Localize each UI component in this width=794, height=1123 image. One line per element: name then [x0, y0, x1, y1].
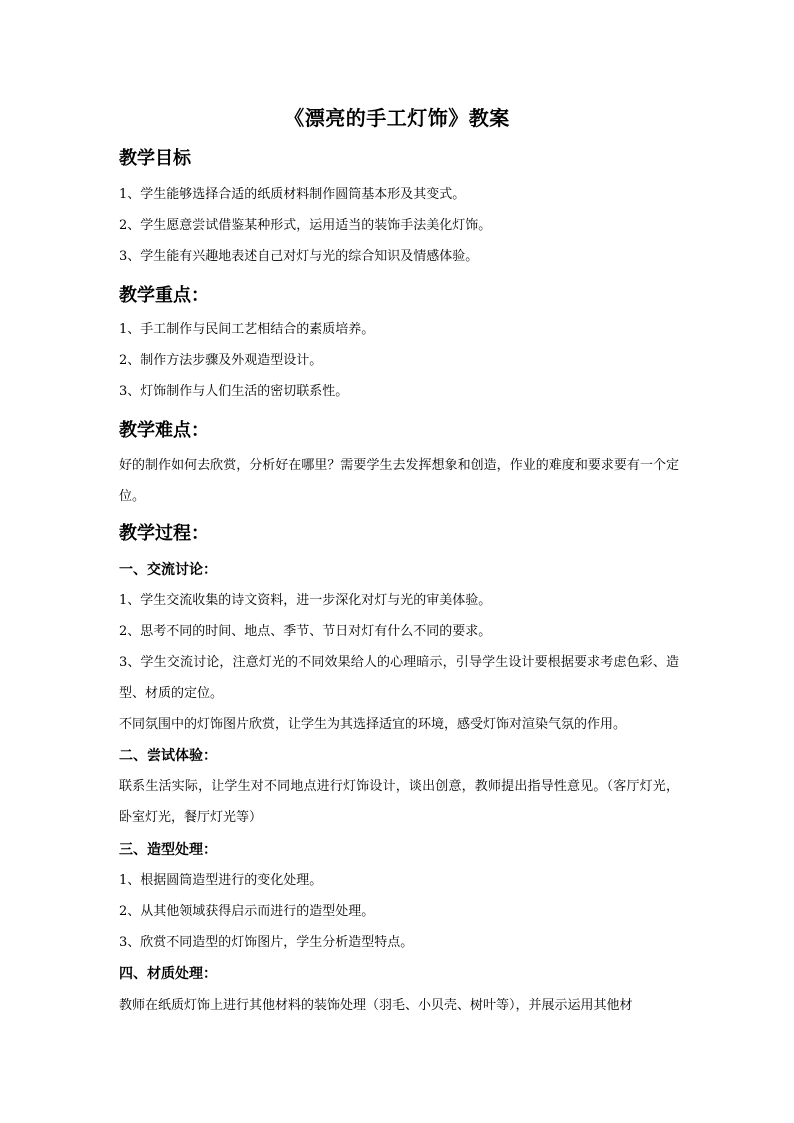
section2-text: 联系生活实际，让学生对不同地点进行灯饰设计，谈出创意，教师提出指导性意见。（客厅灯光，卧室灯光，餐厅灯光等） — [119, 779, 679, 825]
section1-item-1: 1、学生交流收集的诗文资料，进一步深化对灯与光的审美体验。 — [119, 593, 492, 608]
difficulties-text: 好的制作如何去欣赏，分析好在哪里？需要学生去发挥想象和创造，作业的难度和要求要有一个定位。 — [119, 458, 679, 504]
key-point-item-3: 3、灯饰制作与人们生活的密切联系性。 — [119, 384, 349, 399]
section1-item-2: 2、思考不同的时间、地点、季节、节日对灯有什么不同的要求。 — [119, 624, 492, 639]
section1-note: 不同氛围中的灯饰图片欣赏，让学生为其选择适宜的环境，感受灯饰对渲染气氛的作用。 — [119, 717, 627, 732]
section4-text: 教师在纸质灯饰上进行其他材料的装饰处理（羽毛、小贝壳、树叶等），并展示运用其他材 — [119, 998, 633, 1013]
key-point-item-2: 2、制作方法步骤及外观造型设计。 — [119, 353, 323, 368]
goals-heading: 教学目标 — [119, 148, 191, 169]
section3-item-2: 2、从其他领域获得启示而进行的造型处理。 — [119, 904, 375, 919]
process-heading: 教学过程： — [119, 523, 209, 544]
goal-item-1: 1、学生能够选择合适的纸质材料制作圆筒基本形及其变式。 — [119, 187, 466, 202]
goal-item-2: 2、学生愿意尝试借鉴某种形式，运用适当的装饰手法美化灯饰。 — [119, 218, 492, 233]
key-points-heading: 教学重点： — [119, 285, 209, 306]
document-title: 《漂亮的手工灯饰》教案 — [284, 106, 510, 130]
section1-heading: 一、交流讨论： — [119, 562, 217, 578]
key-point-item-1: 1、手工制作与民间工艺相结合的素质培养。 — [119, 322, 375, 337]
section3-heading: 三、造型处理： — [119, 842, 217, 858]
section2-heading: 二、尝试体验： — [119, 748, 217, 764]
goal-item-3: 3、学生能有兴趣地表述自己对灯与光的综合知识及情感体验。 — [119, 249, 479, 264]
section3-item-1: 1、根据圆筒造型进行的变化处理。 — [119, 873, 323, 888]
difficulties-heading: 教学难点： — [119, 420, 209, 441]
section3-item-3: 3、欣赏不同造型的灯饰图片，学生分析造型特点。 — [119, 935, 414, 950]
section4-heading: 四、材质处理： — [119, 966, 217, 982]
section1-item-3: 3、学生交流讨论，注意灯光的不同效果给人的心理暗示，引导学生设计要根据要求考虑色彩、造型、材质的定位。 — [119, 655, 679, 701]
